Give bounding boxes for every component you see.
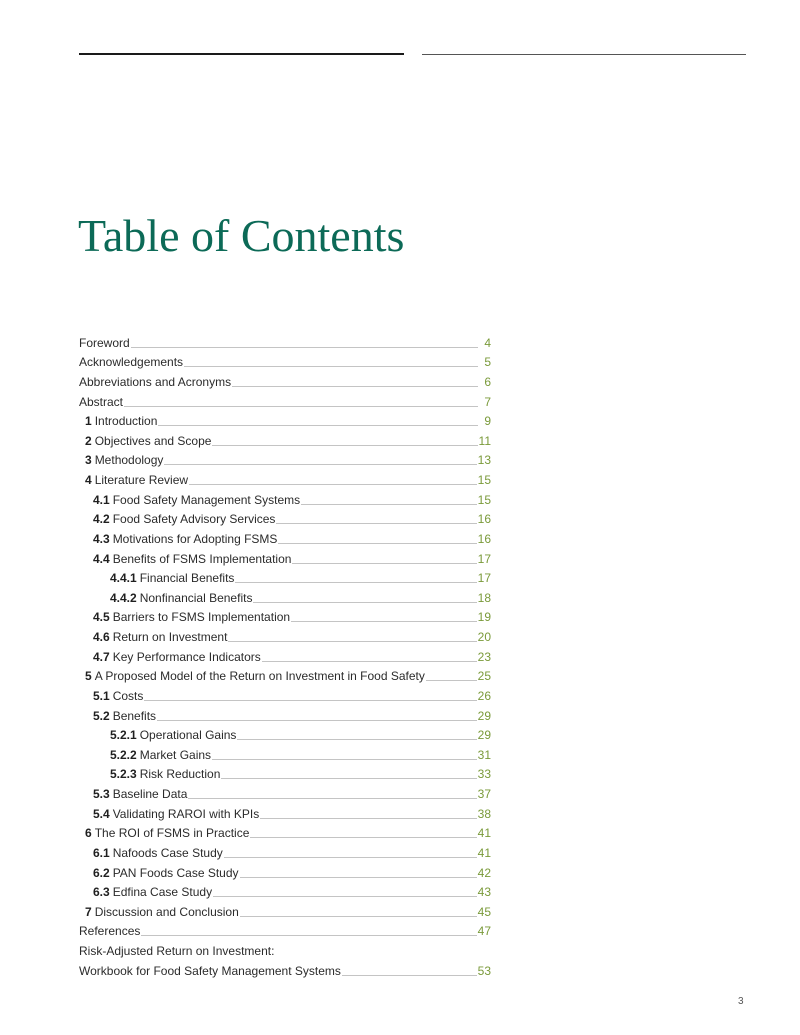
toc-entry[interactable] [79, 527, 491, 547]
toc-entry-page: 43 [477, 885, 491, 900]
toc-entry[interactable] [79, 586, 491, 606]
toc-entry[interactable] [79, 370, 491, 390]
toc-entry-title: Literature Review [94, 473, 189, 487]
toc-entry-title: Workbook for Food Safety Management Systems [79, 963, 341, 978]
toc-entry[interactable] [79, 920, 491, 940]
header-rule-left [79, 53, 404, 55]
toc-dot-leader [278, 543, 476, 544]
toc-entry-page: 31 [477, 747, 491, 762]
toc-entry-number: 2 [85, 433, 92, 448]
toc-entry-page: 37 [477, 787, 491, 801]
toc-entry[interactable] [79, 665, 491, 685]
toc-entry[interactable] [79, 508, 491, 528]
toc-entry-title: A Proposed Model of the Return on Investment in Food Safety [94, 669, 425, 684]
toc-entry-number: 5.2.3 [110, 767, 137, 782]
toc-entry-page: 42 [477, 865, 491, 880]
toc-entry-title: The ROI of FSMS in Practice [94, 826, 250, 841]
toc-entry[interactable] [79, 429, 491, 449]
toc-entry-page: 23 [477, 649, 491, 664]
toc-entry-page: 13 [477, 453, 491, 468]
toc-entry[interactable] [79, 684, 491, 704]
toc-entry-title: Introduction [94, 414, 158, 429]
toc-entry-page: 15 [477, 473, 491, 487]
toc-entry-number: 5.4 [93, 806, 110, 821]
toc-entry-page: 29 [477, 728, 491, 743]
toc-entry[interactable] [79, 959, 491, 979]
toc-entry-number: 4.4 [93, 551, 110, 566]
toc-entry-number: 5.2.1 [110, 728, 137, 743]
table-of-contents [79, 331, 491, 979]
toc-dot-leader [253, 602, 476, 603]
toc-entry-number: 5.2.2 [110, 747, 137, 762]
toc-entry-number: 6.3 [93, 885, 110, 900]
toc-entry-title: Nonfinancial Benefits [139, 590, 253, 605]
toc-dot-leader [276, 523, 476, 524]
toc-dot-leader [235, 582, 476, 583]
toc-dot-leader [232, 386, 478, 387]
toc-entry-title: Foreword [79, 335, 130, 350]
toc-entry-title: Motivations for Adopting FSMS [112, 531, 278, 546]
toc-dot-leader [131, 347, 478, 348]
toc-entry-title: Benefits of FSMS Implementation [112, 551, 292, 566]
toc-entry[interactable] [79, 743, 491, 763]
toc-entry-number: 6.2 [93, 865, 110, 880]
toc-dot-leader [212, 759, 477, 760]
toc-dot-leader [224, 857, 477, 858]
toc-entry-page: 38 [477, 806, 491, 821]
toc-dot-leader [342, 975, 477, 976]
header-rule-right [422, 54, 746, 55]
toc-entry-title: Baseline Data [112, 787, 188, 801]
toc-entry-title: Abbreviations and Acronyms [79, 374, 232, 389]
toc-entry[interactable] [79, 704, 491, 724]
toc-entry[interactable] [79, 881, 491, 901]
toc-entry[interactable] [79, 763, 491, 783]
toc-entry-number: 1 [85, 414, 92, 429]
toc-entry[interactable] [79, 841, 491, 861]
toc-entry[interactable] [79, 410, 491, 430]
toc-entry[interactable] [79, 939, 491, 959]
toc-entry-number: 5.1 [93, 688, 110, 703]
toc-entry[interactable] [79, 861, 491, 881]
toc-entry[interactable] [79, 488, 491, 508]
toc-entry-page: 7 [484, 394, 491, 409]
toc-entry[interactable] [79, 390, 491, 410]
toc-entry-number: 6.1 [93, 845, 110, 860]
toc-entry-title: Acknowledgements [79, 355, 184, 370]
toc-dot-leader [260, 818, 476, 819]
toc-entry[interactable] [79, 331, 491, 351]
toc-entry-number: 4.4.1 [110, 571, 137, 586]
toc-entry[interactable] [79, 802, 491, 822]
toc-entry-title: Barriers to FSMS Implementation [112, 610, 291, 625]
toc-entry[interactable] [79, 351, 491, 371]
toc-entry-page: 15 [477, 492, 491, 507]
toc-entry-page: 17 [477, 551, 491, 566]
toc-entry-page: 16 [477, 531, 491, 546]
toc-entry-number: 5 [85, 669, 92, 684]
toc-dot-leader [262, 661, 477, 662]
toc-entry[interactable] [79, 625, 491, 645]
toc-entry-number: 4.3 [93, 531, 110, 546]
toc-entry[interactable] [79, 449, 491, 469]
toc-entry-page: 26 [477, 688, 491, 703]
toc-entry-page: 20 [477, 630, 491, 644]
toc-entry-number: 4.7 [93, 649, 110, 664]
toc-entry-title: Methodology [94, 453, 164, 468]
toc-entry[interactable] [79, 782, 491, 802]
toc-dot-leader [221, 778, 476, 779]
toc-entry-title: Risk-Adjusted Return on Investment: [79, 944, 275, 958]
toc-entry-title: Key Performance Indicators [112, 649, 261, 664]
toc-entry-page: 47 [477, 924, 491, 939]
toc-entry-page: 53 [477, 963, 491, 978]
toc-entry[interactable] [79, 724, 491, 744]
toc-dot-leader [291, 621, 477, 622]
toc-entry-number: 4.2 [93, 512, 110, 527]
toc-entry-title: Costs [112, 688, 144, 703]
toc-entry[interactable] [79, 606, 491, 626]
toc-entry-title: Financial Benefits [139, 571, 235, 586]
toc-entry[interactable] [79, 645, 491, 665]
toc-dot-leader [141, 935, 476, 936]
toc-entry-page: 18 [477, 590, 491, 605]
toc-entry-title: References [79, 924, 141, 939]
toc-entry-page: 41 [477, 826, 491, 841]
toc-entry-title: Benefits [112, 708, 157, 723]
toc-entry-page: 4 [484, 335, 491, 350]
toc-dot-leader [301, 504, 477, 505]
toc-entry-page: 17 [477, 571, 491, 586]
page-number: 3 [738, 996, 744, 1007]
toc-entry-number: 6 [85, 826, 92, 841]
toc-entry-page: 41 [477, 845, 491, 860]
toc-entry-title: Market Gains [139, 747, 212, 762]
toc-entry-title: Food Safety Advisory Services [112, 512, 276, 527]
toc-dot-leader [237, 739, 476, 740]
toc-entry-title: Return on Investment [112, 630, 228, 644]
toc-entry-page: 45 [477, 904, 491, 919]
toc-entry-title: Nafoods Case Study [112, 845, 223, 860]
toc-entry-number: 4.4.2 [110, 590, 137, 605]
toc-entry[interactable] [79, 468, 491, 488]
toc-dot-leader [144, 700, 476, 701]
toc-dot-leader [157, 720, 477, 721]
toc-dot-leader [292, 563, 476, 564]
toc-entry-number: 4 [85, 473, 92, 487]
page-title: Table of Contents [78, 210, 405, 261]
toc-entry-title: Validating RAROI with KPIs [112, 806, 260, 821]
toc-entry-title: Abstract [79, 394, 124, 409]
toc-dot-leader [426, 680, 477, 681]
toc-entry-page: 25 [477, 669, 491, 684]
toc-dot-leader [124, 406, 478, 407]
toc-entry-title: Discussion and Conclusion [94, 904, 239, 919]
toc-dot-leader [158, 425, 478, 426]
toc-entry-page: 19 [477, 610, 491, 625]
toc-entry[interactable] [79, 900, 491, 920]
toc-dot-leader [184, 366, 478, 367]
toc-dot-leader [188, 798, 476, 799]
toc-entry-number: 5.2 [93, 708, 110, 723]
toc-entry-number: 3 [85, 453, 92, 468]
toc-entry-page: 6 [484, 374, 491, 389]
toc-dot-leader [250, 837, 476, 838]
toc-entry-title: Edfina Case Study [112, 885, 213, 900]
toc-entry-title: Objectives and Scope [94, 433, 212, 448]
toc-entry-page: 33 [477, 767, 491, 782]
toc-dot-leader [189, 484, 477, 485]
toc-entry-number: 5.3 [93, 787, 110, 801]
toc-dot-leader [212, 445, 477, 446]
toc-entry-title: PAN Foods Case Study [112, 865, 239, 880]
toc-dot-leader [240, 916, 477, 917]
toc-entry-page: 9 [484, 414, 491, 429]
toc-entry-number: 4.1 [93, 492, 110, 507]
toc-entry-number: 4.5 [93, 610, 110, 625]
toc-entry-page: 16 [477, 512, 491, 527]
toc-dot-leader [164, 464, 476, 465]
toc-entry-page: 5 [484, 355, 491, 370]
toc-entry-title: Operational Gains [139, 728, 237, 743]
toc-dot-leader [228, 641, 476, 642]
toc-entry-number: 4.6 [93, 630, 110, 644]
toc-entry-title: Risk Reduction [139, 767, 221, 782]
toc-entry[interactable] [79, 567, 491, 587]
toc-entry-page: 29 [477, 708, 491, 723]
toc-entry[interactable] [79, 547, 491, 567]
toc-dot-leader [213, 896, 477, 897]
toc-entry-page: 11 [478, 433, 491, 448]
toc-dot-leader [240, 877, 477, 878]
toc-entry-number: 7 [85, 904, 92, 919]
toc-entry[interactable] [79, 822, 491, 842]
toc-entry-title: Food Safety Management Systems [112, 492, 301, 507]
